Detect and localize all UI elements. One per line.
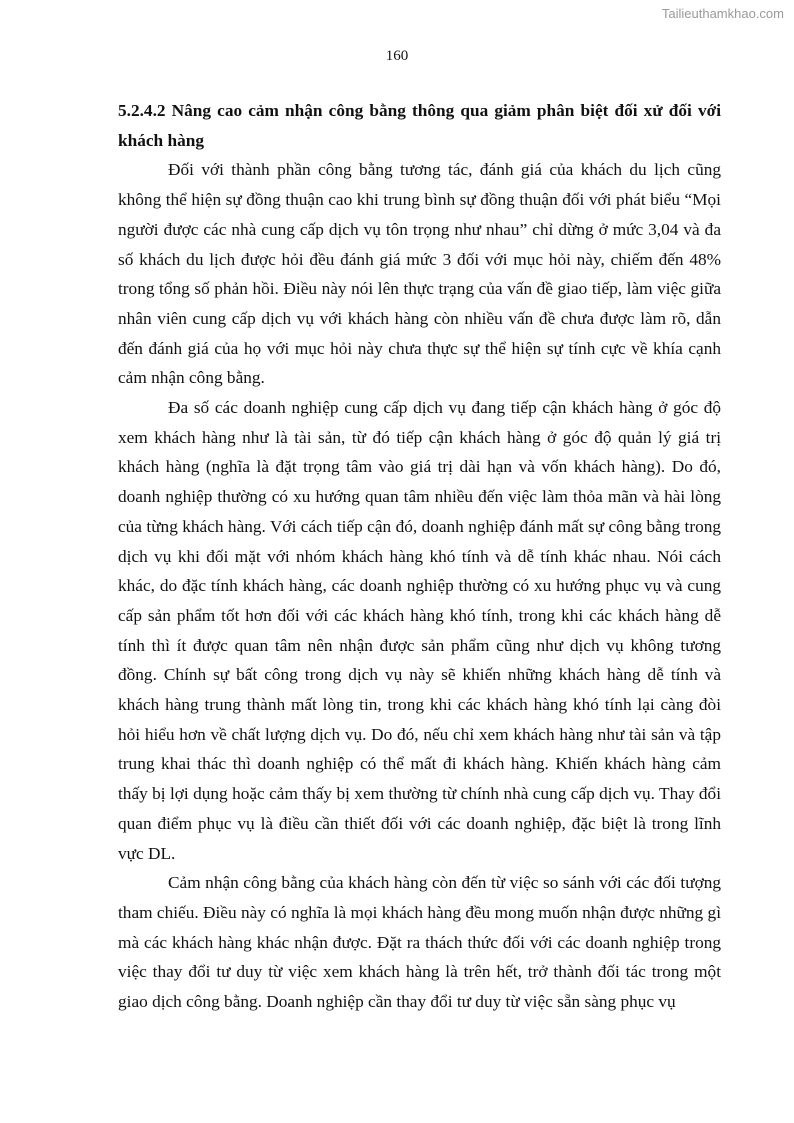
section-heading: 5.2.4.2 Nâng cao cảm nhận công bằng thông qua giảm phân biệt đối xử đối với khách hàng: [118, 101, 721, 150]
page-number: 160: [385, 48, 409, 64]
paragraph-2: Đa số các doanh nghiệp cung cấp dịch vụ đang tiếp cận khách hàng ở góc độ xem khách hàng như là tài sản, từ đó tiếp cận khách hàng ở góc độ quản lý giá trị khách hàng (nghĩa là đặt trọng tâm vào giá trị dài hạn và vốn khách hàng). Do đó, doanh nghiệp thường có xu hướng quan tâm nhiều đến việc làm thỏa mãn và hài lòng của từng khách hàng. Với cách tiếp cận đó, doanh nghiệp đánh mất sự công bằng trong dịch vụ khi đối mặt với nhóm khách hàng khó tính và dễ tính khác nhau. Nói cách khác, do đặc tính khách hàng, các doanh nghiệp thường có xu hướng phục vụ và cung cấp sản phẩm tốt hơn đối với các khách hàng khó tính, trong khi các khách hàng dễ tính thì ít được quan tâm nên nhận được sản phẩm cũng như dịch vụ không tương đồng. Chính sự bất công trong dịch vụ này sẽ khiến những khách hàng dễ tính và khách hàng trung thành mất lòng tin, trong khi các khách hàng khó tính lại càng đòi hỏi hiểu hơn về chất lượng dịch vụ. Do đó, nếu chỉ xem khách hàng như tài sản và tập trung khai thác thì doanh nghiệp có thể mất đi khách hàng. Khiến khách hàng cảm thấy bị lợi dụng hoặc cảm thấy bị xem thường từ chính nhà cung cấp dịch vụ. Thay đổi quan điểm phục vụ là điều cần thiết đối với các doanh nghiệp, đặc biệt là trong lĩnh vực DL.: [118, 398, 721, 863]
watermark: Tailieuthamkhao.com: [661, 6, 784, 21]
paragraph-3: Cảm nhận công bằng của khách hàng còn đến từ việc so sánh với các đối tượng tham chiếu. Điều này có nghĩa là mọi khách hàng đều mong muốn nhận được những gì mà các khách hàng khác nhận được. Đặt ra thách thức đối với các doanh nghiệp trong việc thay đổi tư duy từ việc xem khách hàng là trên hết, trở thành đối tác trong một giao dịch công bằng. Doanh nghiệp cần thay đổi tư duy từ việc sẵn sàng phục vụ: [118, 873, 721, 1012]
paragraph-1: Đối với thành phần công bằng tương tác, đánh giá của khách du lịch cũng không thể hiện sự đồng thuận cao khi trung bình sự đồng thuận đối với phát biểu “Mọi người được các nhà cung cấp dịch vụ tôn trọng như nhau” chỉ dừng ở mức 3,04 và đa số khách du lịch được hỏi đều đánh giá mức 3 đối với mục hỏi này, chiếm đến 48% trong tổng số phản hồi. Điều này nói lên thực trạng của vấn đề giao tiếp, làm việc giữa nhân viên cung cấp dịch vụ với khách hàng còn nhiều vấn đề chưa được làm rõ, dẫn đến đánh giá của họ với mục hỏi này chưa thực sự thể hiện sự tính cực về khía cạnh cảm nhận công bằng.: [118, 160, 721, 388]
document-body: [118, 96, 721, 1017]
